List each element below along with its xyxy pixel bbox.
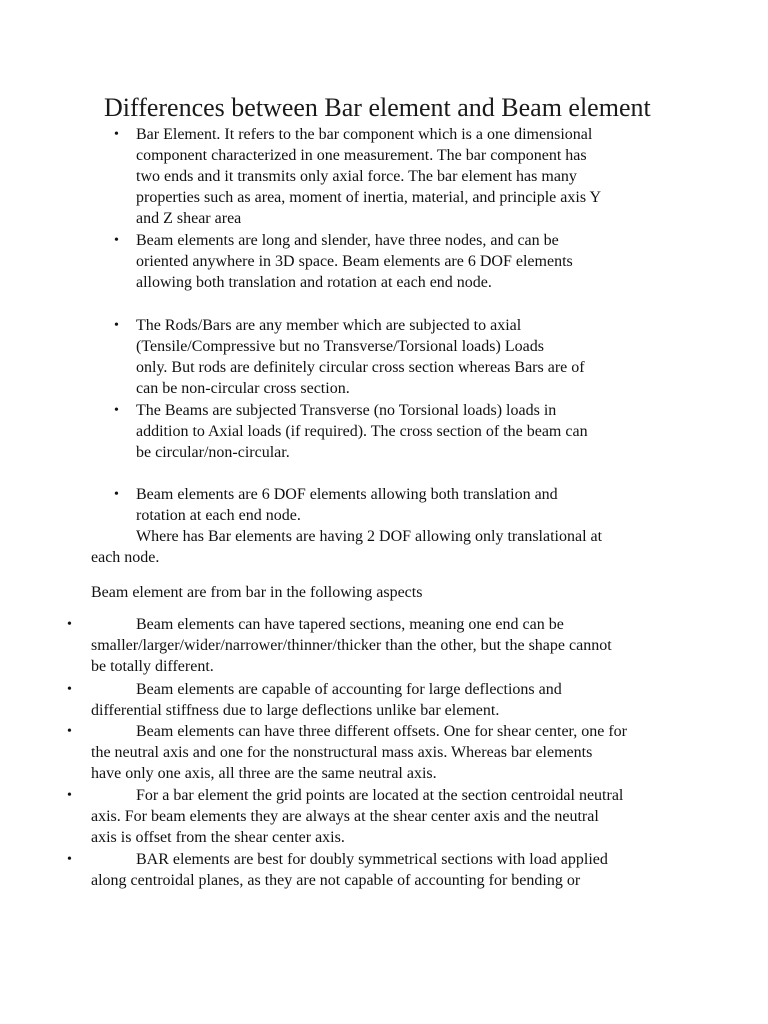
list-item-line: along centroidal planes, as they are not capable of accounting for bending or	[91, 872, 581, 889]
list-item-line: differential stiffness due to large deflections unlike bar element.	[91, 702, 500, 719]
list-item-line: rotation at each end node.	[136, 507, 301, 524]
list-item-line: addition to Axial loads (if required). The cross section of the beam can	[136, 423, 588, 440]
list-item-line: allowing both translation and rotation at each end node.	[136, 274, 492, 291]
list-item-line: Beam elements are capable of accounting for large deflections and	[136, 681, 562, 698]
list-item-line: and Z shear area	[136, 210, 242, 227]
list-item-line: two ends and it transmits only axial force. The bar element has many	[136, 168, 577, 185]
bullet-icon: •	[67, 724, 72, 739]
list-item-line: axis is offset from the shear center axis.	[91, 829, 345, 846]
bullet-icon: •	[114, 127, 119, 142]
list-item-line: Bar Element. It refers to the bar component which is a one dimensional	[136, 126, 593, 143]
bullet-icon: •	[67, 788, 72, 803]
document-title: Differences between Bar element and Beam element	[104, 93, 651, 122]
list-item-line: Beam elements can have tapered sections, meaning one end can be	[136, 616, 564, 633]
bullet-icon: •	[114, 487, 119, 502]
list-item-line: Beam elements are 6 DOF elements allowing both translation and	[136, 486, 558, 503]
continuation-line: each node.	[91, 549, 160, 566]
list-item-line: smaller/larger/wider/narrower/thinner/thicker than the other, but the shape cannot	[91, 637, 612, 654]
list-item-line: be circular/non-circular.	[136, 444, 290, 461]
bullet-icon: •	[114, 403, 119, 418]
list-item-line: The Rods/Bars are any member which are subjected to axial	[136, 317, 522, 334]
list-item-line: The Beams are subjected Transverse (no Torsional loads) loads in	[136, 402, 557, 419]
list-item-line: oriented anywhere in 3D space. Beam elements are 6 DOF elements	[136, 253, 573, 270]
list-item-line: only. But rods are definitely circular cross section whereas Bars are of	[136, 359, 585, 376]
bullet-icon: •	[114, 233, 119, 248]
bullet-icon: •	[67, 682, 72, 697]
continuation-line: Where has Bar elements are having 2 DOF allowing only translational at	[136, 528, 603, 545]
list-item-line: the neutral axis and one for the nonstructural mass axis. Whereas bar elements	[91, 744, 593, 761]
list-item-line: properties such as area, moment of inertia, material, and principle axis Y	[136, 189, 602, 206]
section-subheading: Beam element are from bar in the following aspects	[91, 584, 423, 601]
list-item-line: Beam elements are long and slender, have three nodes, and can be	[136, 232, 559, 249]
list-item-line: can be non-circular cross section.	[136, 380, 350, 397]
list-item-line: (Tensile/Compressive but no Transverse/Torsional loads) Loads	[136, 338, 544, 355]
list-item-line: Beam elements can have three different offsets. One for shear center, one for	[136, 723, 627, 740]
list-item-line: component characterized in one measurement. The bar component has	[136, 147, 587, 164]
list-item-line: BAR elements are best for doubly symmetrical sections with load applied	[136, 851, 608, 868]
list-item-line: be totally different.	[91, 658, 214, 675]
list-item-line: axis. For beam elements they are always at the shear center axis and the neutral	[91, 808, 599, 825]
list-item-line: For a bar element the grid points are located at the section centroidal neutral	[136, 787, 624, 804]
list-item-line: have only one axis, all three are the same neutral axis.	[91, 765, 437, 782]
bullet-icon: •	[67, 617, 72, 632]
bullet-icon: •	[67, 852, 72, 867]
bullet-icon: •	[114, 318, 119, 333]
